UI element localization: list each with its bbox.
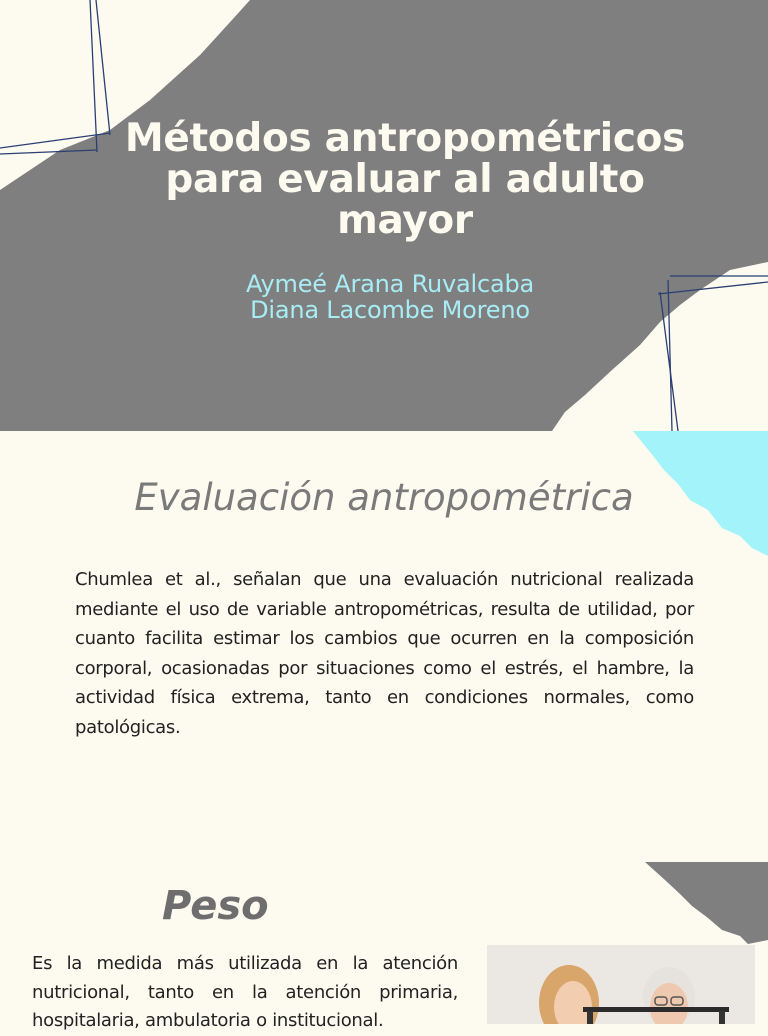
author-name: Diana Lacombe Moreno (250, 296, 530, 324)
section-heading: Evaluación antropométrica (134, 476, 634, 519)
weighing-photo (487, 945, 755, 1024)
presentation-title: Métodos antropométricos para evaluar al adulto mayor (124, 116, 686, 243)
peso-paragraph: Es la medida más utilizada en la atención nutricional, tanto en la atención primaria, hospitalaria, ambulatoria o institucional. (32, 953, 458, 1031)
gray-corner-shape (645, 862, 768, 944)
author-name: Aymeé Arana Ruvalcaba (245, 270, 535, 298)
section-paragraph: Chumlea et al., señalan que una evaluación nutricional realizada mediante el uso de variable antropométricas, resulta de utilidad, por cuanto facilita estimar los cambios que ocurren en la composición corporal, ocasionadas por situaciones como el estrés, el hambre, la actividad física extrema, tanto en condiciones normales, como patológicas. (75, 569, 694, 738)
peso-heading: Peso (162, 883, 269, 929)
frame-lines-top-left (0, 0, 110, 154)
